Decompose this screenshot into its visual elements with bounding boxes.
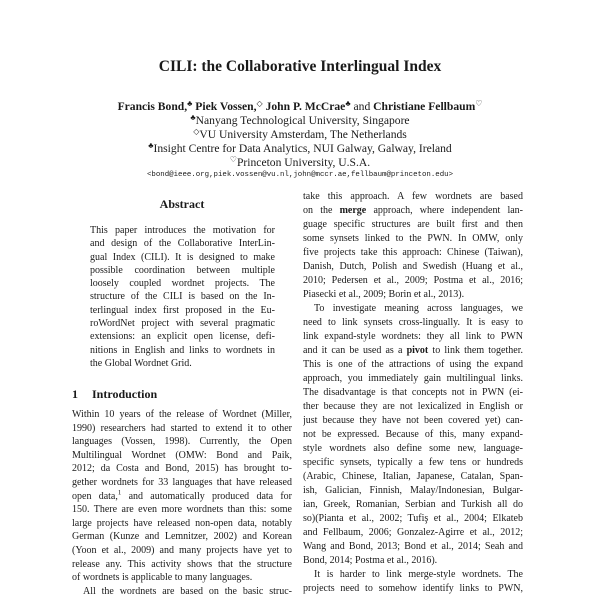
text-line: style wordnets also define some new, language- — [303, 443, 523, 454]
bold-term: pivot — [406, 345, 429, 356]
text-line: terlingual index first proposed in the Eu- — [90, 304, 275, 316]
text-line — [303, 204, 523, 218]
text-line: 150. There are even more wordnets than this: some — [72, 504, 292, 516]
text-line: All the wordnets are based on the basic struc- — [83, 585, 292, 597]
section-heading — [72, 387, 157, 401]
text-line: release any. This activity shows that the structure — [72, 558, 292, 570]
text-line: 2012; da Costa and Bond, 2015) has brought to- — [72, 463, 292, 475]
text-line: roWordNet project with several pragmatic — [90, 318, 275, 330]
text-line: approach, you immediately gain multilingual links. — [303, 373, 523, 384]
text-line: nitions in English and links to wordnets in — [90, 344, 275, 356]
affiliation-mark: ♡ — [229, 155, 237, 164]
left-column-body — [72, 408, 292, 598]
text-line: 2010; Pedersen et al., 2009; Postma et al., 2016; — [303, 275, 523, 286]
text-line: ther because they are not lexicalized in English or — [303, 401, 523, 412]
text-line: gether wordnets for 33 languages that have released — [72, 476, 292, 488]
text-segment: to link them together. — [428, 345, 523, 356]
text-line: structure of the CILI is based on the In- — [90, 291, 275, 303]
text-line: Wang and Bond, 2013; Bond et al., 2014; Seah and — [303, 541, 523, 552]
affiliation-mark: ♣ — [187, 99, 193, 108]
text-line: loosely coupled wordnet projects. The — [90, 278, 275, 290]
text-segment: approach, where independent lan- — [366, 205, 523, 216]
affiliation-mark: ◇ — [193, 127, 200, 136]
text-line: specific synsets, typically a few tens or hundreds — [303, 457, 523, 468]
text-line: of wordnets is applicable to many languages. — [72, 572, 253, 584]
affiliation-text: Princeton University, U.S.A. — [236, 156, 371, 169]
author-name: Piek Vossen, — [195, 100, 257, 113]
affiliation-text: Insight Centre for Data Analytics, NUI Galway, Galway, Ireland — [153, 142, 452, 155]
paper-title: CILI: the Collaborative Interlingual Index — [158, 58, 442, 75]
text-line: so)(Pianta et al., 2002; Tufiş et al., 2004; Elkateb — [303, 513, 523, 524]
and-text: and — [353, 100, 371, 113]
text-line: Within 10 years of the release of Wordnet (Miller, — [72, 409, 292, 420]
author-name: Christiane Fellbaum — [373, 100, 476, 113]
text-line: take this approach. A few wordnets are based — [303, 191, 523, 202]
text-line: the Global Wordnet Grid. — [90, 357, 192, 369]
affiliation-mark: ◇ — [256, 99, 263, 108]
text-line: Multilingual Wordnet (OMW: Bond and Paik, — [72, 449, 292, 461]
text-line: ish, Galician, Finnish, Malay/Indonesian, Bulgar- — [303, 485, 523, 496]
text-line: This is one of the attractions of using the expand — [303, 359, 523, 370]
text-line: possible coordination between multiple — [90, 264, 275, 276]
section-number: 1 — [72, 387, 78, 401]
text-line: and design of the Collaborative InterLin- — [90, 238, 275, 250]
right-column-body — [303, 190, 523, 596]
text-line — [72, 490, 292, 504]
text-line: extensions: an explicit open license, defi- — [90, 331, 275, 343]
text-line: need to link synsets cross-lingually. It is easy to — [303, 317, 523, 328]
author-emails: <bond@ieee.org,piek.vossen@vu.nl,john@mccr.ae,fellbaum@princeton.edu> — [146, 171, 454, 179]
text-line: This paper introduces the motivation for — [90, 225, 275, 236]
text-line: languages (Vossen, 1998). Currently, the Open — [72, 436, 292, 448]
text-line: It is harder to link merge-style wordnets. The — [314, 569, 523, 580]
text-line: just because they have not been covered yet) can- — [303, 415, 523, 426]
text-line: gual Index (CILI). It is designed to make — [90, 251, 275, 263]
author-name: Francis Bond, — [117, 100, 188, 113]
text-line: German (Kunze and Lemnitzer, 2002) and Korean — [72, 531, 292, 543]
affiliation-mark: ♣ — [148, 141, 154, 150]
text-line: To investigate meaning across languages, we — [314, 303, 523, 314]
abstract-body — [90, 224, 275, 370]
affiliation-text: VU University Amsterdam, The Netherlands — [199, 128, 407, 141]
text-line: ian, Greek, Romanian, Serbian and Turkish all do — [303, 499, 523, 510]
bold-term: merge — [339, 205, 367, 216]
text-line: (Arabic, Chinese, Italian, Japanese, Catalan, Span- — [303, 471, 523, 482]
text-line: link expand-style wordnets: they all link to PWN — [303, 331, 523, 342]
text-line: 1990) researchers had started to extend it to other — [72, 422, 292, 434]
text-line: Piasecki et al., 2009; Borin et al., 2013). — [303, 289, 465, 300]
text-line: some synsets linked to the PWN. In OMW, only — [303, 233, 523, 244]
affiliation-mark: ♣ — [345, 99, 351, 108]
text-line: not be expressed. Because of this, many expand- — [303, 429, 523, 440]
footnote-marker: 1 — [117, 489, 122, 497]
affiliation-mark: ♣ — [190, 113, 196, 122]
text-line — [303, 344, 523, 358]
text-line: Danish, Dutch, Polish and Swedish (Huang et al., — [303, 261, 523, 272]
section-title: Introduction — [92, 387, 158, 401]
abstract-heading: Abstract — [159, 197, 205, 211]
text-line: The disadvantage is that concepts not in PWN (ei- — [303, 387, 523, 398]
text-line: guage specific structures are built first and then — [303, 219, 523, 230]
text-segment: on the — [303, 205, 340, 216]
text-line: (Yoon et al., 2009) and many projects have yet to — [72, 544, 292, 556]
text-line: large projects have released non-open data, notably — [72, 517, 292, 529]
text-segment: and it can be used as a — [303, 345, 407, 356]
affiliation-text: Nanyang Technological University, Singapore — [195, 114, 410, 127]
author-name: John P. McCrae — [265, 100, 346, 113]
text-segment: open data, — [72, 490, 118, 502]
text-line: and Fellbaum, 2006; Gonzalez-Agirre et al., 2012; — [303, 527, 523, 538]
affiliation-mark: ♡ — [475, 99, 483, 108]
text-line: projects need to somehow identify links to PWN, — [303, 583, 523, 594]
text-segment: and automatically produced data for — [121, 490, 292, 502]
text-line: five projects take this approach: Chinese (Taiwan), — [303, 247, 523, 258]
text-line: Bond, 2014; Postma et al., 2016). — [303, 555, 438, 566]
